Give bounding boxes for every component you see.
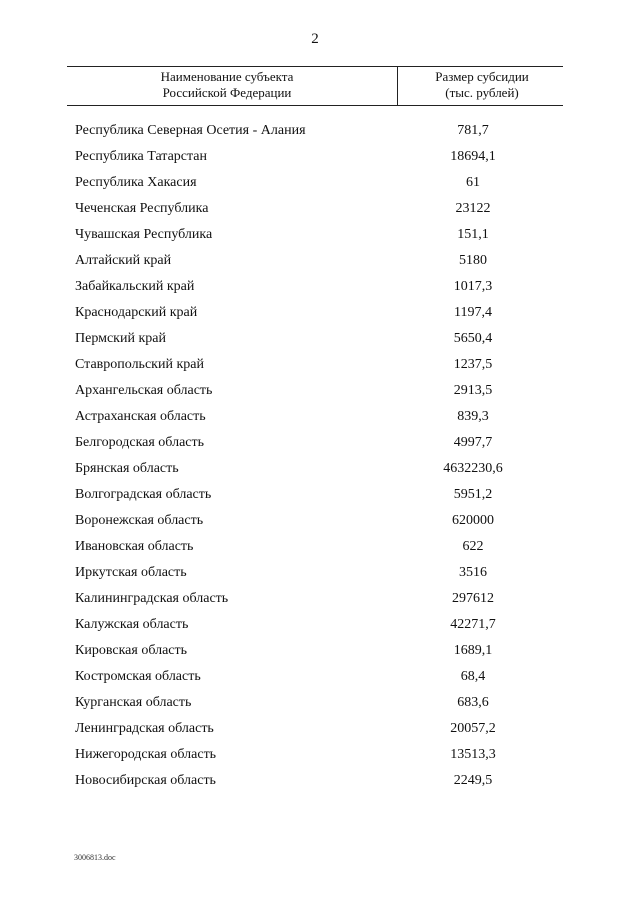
table-row xyxy=(0,326,640,352)
table-row xyxy=(0,222,640,248)
region-name: Ивановская область xyxy=(75,539,194,554)
region-name: Иркутская область xyxy=(75,565,187,580)
table-row xyxy=(0,274,640,300)
header-amount-line2: (тыс. рублей) xyxy=(445,85,519,100)
subsidy-amount: 42271,7 xyxy=(450,617,496,632)
table-row xyxy=(0,716,640,742)
table-row xyxy=(0,482,640,508)
region-name: Республика Татарстан xyxy=(75,149,208,164)
subsidy-amount: 2913,5 xyxy=(453,383,493,398)
page-number: 2 xyxy=(311,31,319,47)
table-row xyxy=(0,248,640,274)
subsidy-amount: 4997,7 xyxy=(453,435,493,450)
region-name: Астраханская область xyxy=(75,409,206,424)
region-name: Ставропольский край xyxy=(75,357,204,372)
header-amount-line1: Размер субсидии xyxy=(435,69,529,84)
header-amount-column xyxy=(402,69,562,101)
table-row xyxy=(0,430,640,456)
table-row xyxy=(0,456,640,482)
region-name: Нижегородская область xyxy=(75,747,217,762)
subsidy-amount: 13513,3 xyxy=(450,747,496,762)
subsidy-amount: 4632230,6 xyxy=(443,461,503,476)
table-header xyxy=(67,66,563,106)
region-name: Республика Хакасия xyxy=(75,175,197,190)
table-row xyxy=(0,690,640,716)
subsidy-amount: 297612 xyxy=(452,591,494,606)
table-row xyxy=(0,612,640,638)
subsidy-amount: 23122 xyxy=(455,201,491,216)
subsidy-amount: 622 xyxy=(462,539,484,554)
region-name: Костромская область xyxy=(75,669,201,684)
subsidy-amount: 5180 xyxy=(459,253,487,268)
subsidy-amount: 1197,4 xyxy=(454,305,492,320)
header-divider xyxy=(397,67,398,105)
region-name: Калининградская область xyxy=(75,591,229,606)
region-name: Пермский край xyxy=(75,331,166,346)
table-row xyxy=(0,638,640,664)
subsidy-amount: 68,4 xyxy=(460,669,486,684)
subsidy-amount: 1017,3 xyxy=(453,279,493,294)
subsidy-amount: 1689,1 xyxy=(453,643,493,658)
header-region-column xyxy=(67,69,387,101)
table-row xyxy=(0,534,640,560)
table-row xyxy=(0,664,640,690)
header-region-line1: Наименование субъекта xyxy=(160,69,294,84)
subsidy-amount: 61 xyxy=(466,175,480,190)
subsidy-amount: 620000 xyxy=(452,513,494,528)
subsidy-amount: 5951,2 xyxy=(453,487,493,502)
region-name: Забайкальский край xyxy=(75,279,195,294)
subsidy-amount: 781,7 xyxy=(457,123,489,138)
region-name: Краснодарский край xyxy=(75,305,198,320)
region-name: Республика Северная Осетия - Алания xyxy=(75,123,306,138)
table-row xyxy=(0,118,640,144)
region-name: Новосибирская область xyxy=(75,773,216,788)
subsidy-amount: 2249,5 xyxy=(453,773,493,788)
region-name: Чувашская Республика xyxy=(75,227,213,242)
subsidy-amount: 18694,1 xyxy=(450,149,496,164)
subsidy-table-body xyxy=(0,118,640,794)
table-row xyxy=(0,352,640,378)
table-row xyxy=(0,144,640,170)
subsidy-amount: 683,6 xyxy=(457,695,489,710)
region-name: Воронежская область xyxy=(75,513,204,528)
table-row xyxy=(0,170,640,196)
table-row xyxy=(0,742,640,768)
subsidy-amount: 151,1 xyxy=(457,227,489,242)
table-row xyxy=(0,404,640,430)
table-row xyxy=(0,768,640,794)
region-name: Ленинградская область xyxy=(75,721,214,736)
region-name: Чеченская Республика xyxy=(75,201,209,216)
region-name: Брянская область xyxy=(75,461,179,476)
table-row xyxy=(0,508,640,534)
subsidy-amount: 5650,4 xyxy=(453,331,493,346)
table-row xyxy=(0,196,640,222)
table-row xyxy=(0,560,640,586)
subsidy-amount: 3516 xyxy=(459,565,487,580)
header-region-line2: Российской Федерации xyxy=(162,85,292,100)
region-name: Кировская область xyxy=(75,643,188,658)
region-name: Архангельская область xyxy=(75,383,213,398)
region-name: Алтайский край xyxy=(75,253,172,268)
subsidy-amount: 20057,2 xyxy=(450,721,496,736)
subsidy-amount: 1237,5 xyxy=(453,357,493,372)
table-row xyxy=(0,300,640,326)
region-name: Курганская область xyxy=(75,695,192,710)
region-name: Калужская область xyxy=(75,617,189,632)
region-name: Белгородская область xyxy=(75,435,205,450)
document-filename: 3006813.doc xyxy=(74,853,116,862)
table-row xyxy=(0,378,640,404)
subsidy-amount: 839,3 xyxy=(457,409,489,424)
table-row xyxy=(0,586,640,612)
region-name: Волгоградская область xyxy=(75,487,212,502)
